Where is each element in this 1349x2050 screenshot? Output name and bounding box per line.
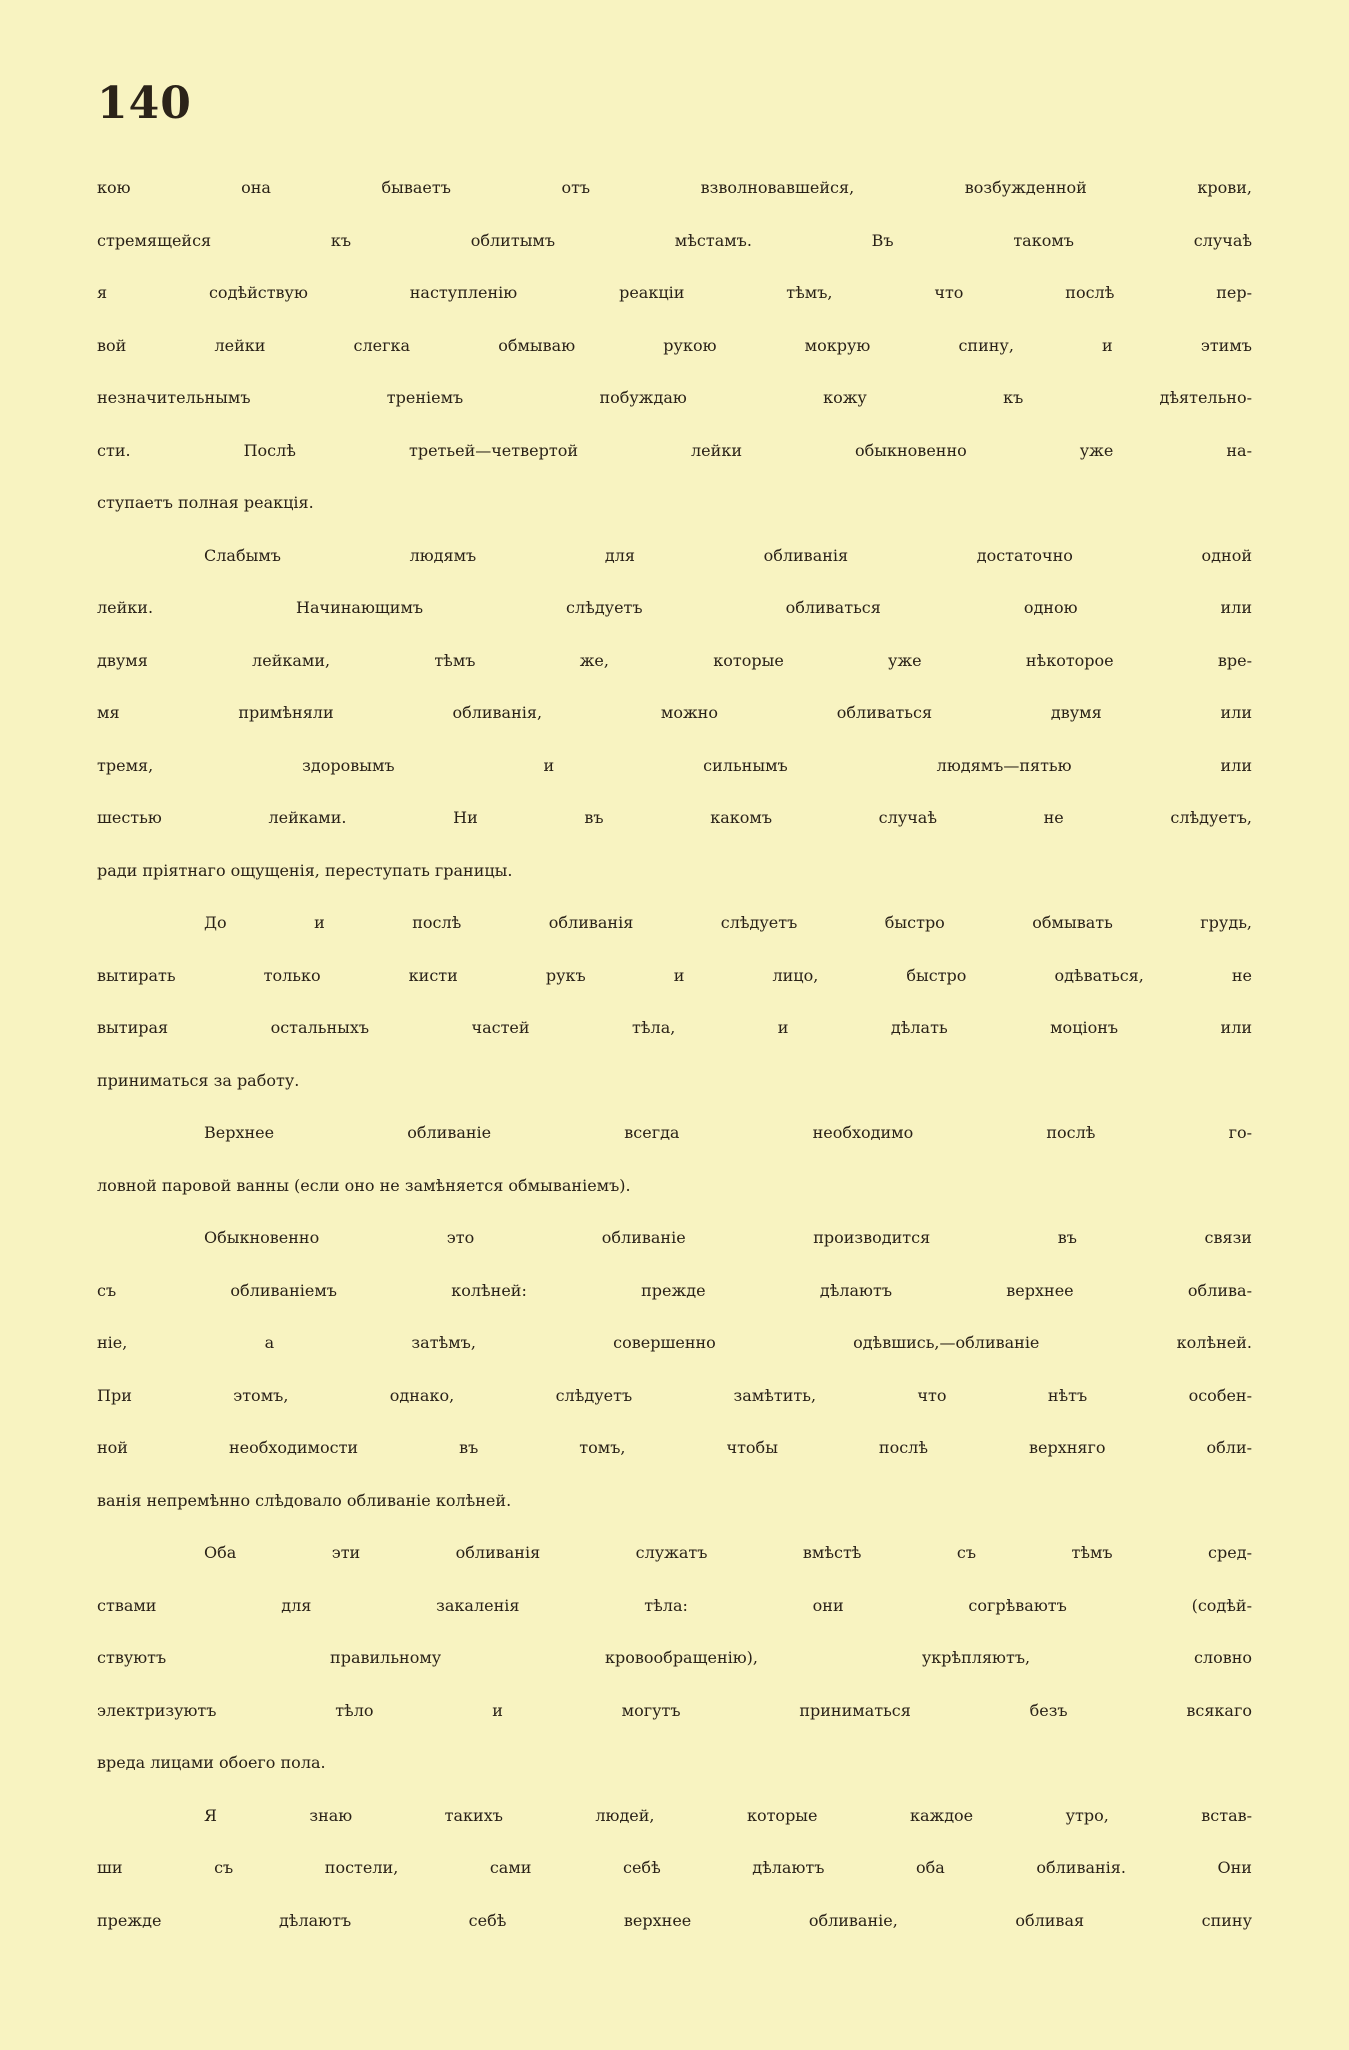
page-number: 140: [97, 78, 192, 129]
text-line: вытирая остальныхъ частей тѣла, и дѣлать моціонъ или: [97, 1018, 1252, 1037]
text-line: Обыкновенно это обливаніе производится въ связи: [204, 1228, 1252, 1247]
text-line: стремящейся къ облитымъ мѣстамъ. Въ такомъ случаѣ: [97, 230, 1252, 250]
text-line: вреда лицами обоего пола.: [97, 1753, 326, 1772]
text-line: кою она бываетъ отъ взволновавшейся, возбужденной крови,: [97, 178, 1252, 197]
text-line: мя примѣняли обливанія, можно обливаться двумя или: [97, 703, 1252, 722]
text-line: съ обливаніемъ колѣней: прежде дѣлаютъ верхнее облива-: [97, 1280, 1252, 1300]
body-text: [97, 178, 1252, 2018]
text-line: незначительнымъ треніемъ побуждаю кожу къ дѣятельно-: [97, 388, 1252, 407]
text-line: ванія непремѣнно слѣдовало обливаніе колѣней.: [97, 1490, 512, 1510]
text-line: До и послѣ обливанія слѣдуетъ быстро обмывать грудь,: [204, 913, 1252, 932]
text-line: ши съ постели, сами себѣ дѣлаютъ оба обливанія. Они: [97, 1858, 1252, 1877]
text-line: вытирать только кисти рукъ и лицо, быстро одѣваться, не: [97, 965, 1252, 985]
text-line: я содѣйствую наступленію реакціи тѣмъ, что послѣ пер-: [97, 283, 1252, 302]
text-line: ніе, а затѣмъ, совершенно одѣвшись,—обливаніе колѣней.: [97, 1333, 1252, 1352]
text-line: двумя лейками, тѣмъ же, которые уже нѣкоторое вре-: [97, 650, 1252, 670]
text-line: Слабымъ людямъ для обливанія достаточно одной: [204, 545, 1252, 565]
text-line: Я знаю такихъ людей, которые каждое утро, встав-: [204, 1805, 1252, 1825]
text-line: Оба эти обливанія служатъ вмѣстѣ съ тѣмъ сред-: [204, 1543, 1252, 1562]
text-line: прежде дѣлаютъ себѣ верхнее обливаніе, обливая спину: [97, 1910, 1252, 1930]
text-line: сти. Послѣ третьей—четвертой лейки обыкновенно уже на-: [97, 440, 1252, 460]
text-line: тремя, здоровымъ и сильнымъ людямъ—пятью или: [97, 755, 1252, 775]
text-line: приниматься за работу.: [97, 1070, 300, 1090]
text-line: ловной паровой ванны (если оно не замѣняется обмываніемъ).: [97, 1175, 631, 1195]
text-line: шестью лейками. Ни въ какомъ случаѣ не слѣдуетъ,: [97, 808, 1252, 827]
text-line: лейки. Начинающимъ слѣдуетъ обливаться одною или: [97, 598, 1252, 617]
text-line: ступаетъ полная реакція.: [97, 493, 314, 512]
text-line: вой лейки слегка обмываю рукою мокрую спину, и этимъ: [97, 335, 1252, 355]
text-line: ствуютъ правильному кровообращенію), укрѣпляютъ, словно: [97, 1648, 1252, 1667]
text-line: ствами для закаленія тѣла: они согрѣваютъ (содѣй-: [97, 1595, 1252, 1615]
text-line: При этомъ, однако, слѣдуетъ замѣтить, что нѣтъ особен-: [97, 1385, 1252, 1405]
text-line: Верхнее обливаніе всегда необходимо послѣ го-: [204, 1123, 1252, 1142]
text-line: ной необходимости въ томъ, чтобы послѣ верхняго обли-: [97, 1438, 1252, 1457]
text-line: электризуютъ тѣло и могутъ приниматься безъ всякаго: [97, 1700, 1252, 1720]
text-line: ради пріятнаго ощущенія, переступать границы.: [97, 860, 513, 880]
